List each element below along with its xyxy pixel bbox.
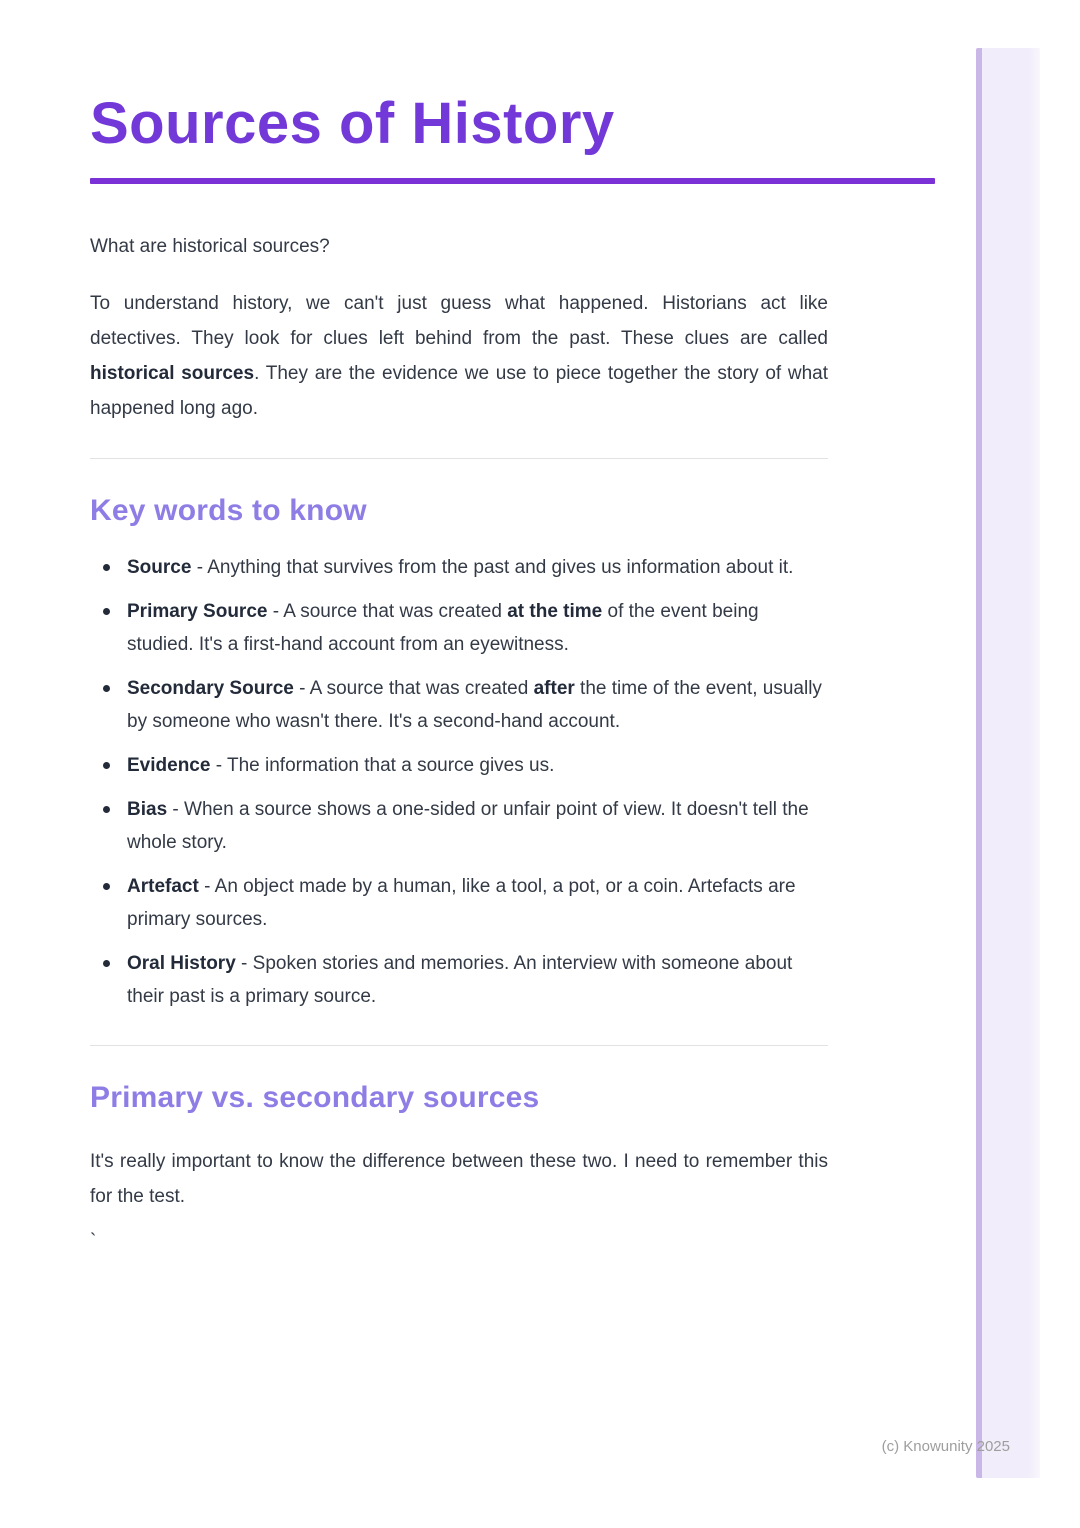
- list-item: Oral History - Spoken stories and memories. An interview with someone about their past is a primary source.: [90, 947, 828, 1013]
- comparison-paragraph: It's really important to know the difference between these two. I need to remember this for the test.: [90, 1151, 828, 1207]
- title-underline-rule: [90, 178, 935, 184]
- decorative-side-strip: [976, 48, 1040, 1478]
- comparison-heading: Primary vs. secondary sources: [90, 1081, 540, 1114]
- list-item: Artefact - An object made by a human, like a tool, a pot, or a coin. Artefacts are primary sources.: [90, 870, 828, 936]
- intro-question: What are historical sources?: [90, 236, 330, 257]
- list-item: Source - Anything that survives from the past and gives us information about it.: [90, 551, 828, 584]
- section-divider: [90, 1045, 828, 1046]
- copyright-notice: (c) Knowunity 2025: [881, 1438, 1010, 1455]
- list-item: Evidence - The information that a source gives us.: [90, 749, 828, 782]
- intro-paragraph: To understand history, we can't just guess what happened. Historians act like detectives. They look for clues left behind from the past. These clues are called historical sources. They are the evidence we use to piece together the story of what happened long ago.: [90, 293, 829, 419]
- keyword-list: [90, 551, 828, 1013]
- document-page: [90, 0, 935, 1254]
- list-item: Secondary Source - A source that was created after the time of the event, usually by someone who wasn't there. It's a second-hand account.: [90, 672, 828, 738]
- stray-backtick-character: `: [90, 1231, 97, 1252]
- page-title: Sources of History: [90, 91, 615, 156]
- section-divider: [90, 458, 828, 459]
- list-item: Primary Source - A source that was created at the time of the event being studied. It's a first-hand account from an eyewitness.: [90, 595, 828, 661]
- document-body: [90, 234, 828, 1254]
- list-item: Bias - When a source shows a one-sided or unfair point of view. It doesn't tell the whole story.: [90, 793, 828, 859]
- keywords-heading: Key words to know: [90, 494, 367, 527]
